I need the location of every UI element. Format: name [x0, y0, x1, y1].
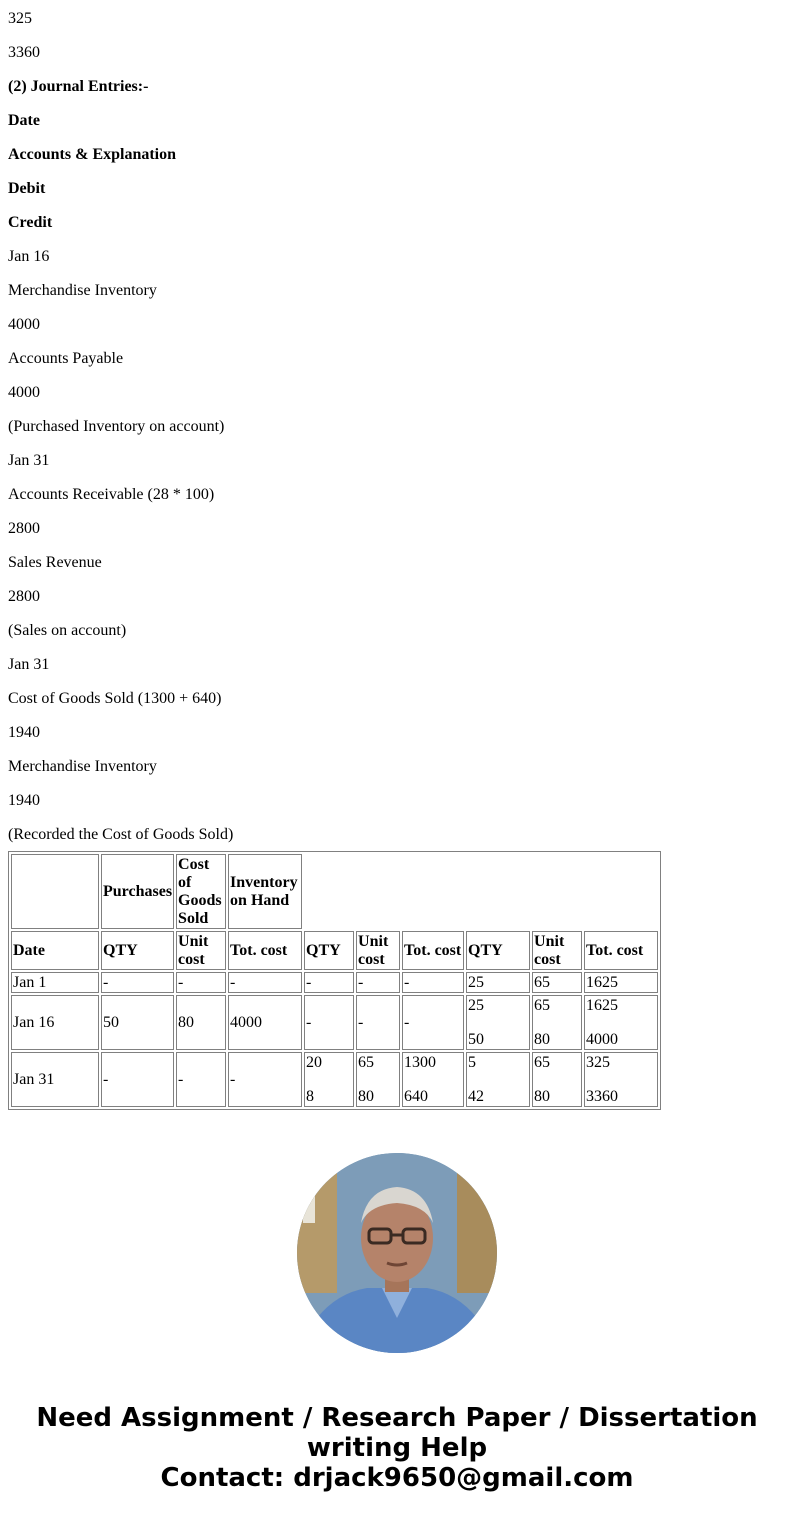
cell-value: 3360 — [586, 1088, 619, 1105]
cell-date: Jan 31 — [11, 1052, 99, 1107]
cell-c-unit — [356, 1052, 400, 1107]
journal-line: (Sales on account) — [8, 622, 127, 639]
cell-value: 65 — [358, 1054, 375, 1071]
cell-value: 65 — [534, 997, 551, 1014]
cell-date: Jan 1 — [11, 972, 99, 993]
header-i-tot: Tot. cost — [584, 931, 658, 970]
group-cogs: Cost of Goods Sold — [176, 854, 226, 929]
journal-col-credit: Credit — [8, 214, 53, 231]
cell-i-unit — [532, 995, 582, 1050]
journal-line: 4000 — [8, 384, 40, 401]
cell-value: 20 — [306, 1054, 323, 1071]
cell-p-tot: - — [228, 972, 302, 993]
journal-line: 1940 — [8, 792, 40, 809]
promo-line-2: writing Help — [306, 1433, 488, 1463]
journal-col-accounts: Accounts & Explanation — [8, 146, 177, 163]
table-corner-cell — [11, 854, 99, 929]
inventory-table — [8, 851, 661, 1110]
cell-c-tot — [402, 1052, 464, 1107]
cell-value: 25 — [468, 997, 485, 1014]
header-i-unit: Unit cost — [532, 931, 582, 970]
group-inventory: Inventory on Hand — [228, 854, 302, 929]
cell-value: 640 — [404, 1088, 429, 1105]
journal-line: Jan 31 — [8, 656, 50, 673]
header-p-unit: Unit cost — [176, 931, 226, 970]
cell-i-unit — [532, 1052, 582, 1107]
cell-value: 5 — [468, 1054, 477, 1071]
cell-value: 1625 — [586, 997, 619, 1014]
cell-value: 8 — [306, 1088, 315, 1105]
journal-line: Accounts Receivable (28 * 100) — [8, 486, 215, 503]
cell-p-tot: 4000 — [228, 995, 302, 1050]
journal-col-date: Date — [8, 112, 40, 129]
cell-i-qty — [466, 995, 530, 1050]
cell-value: 80 — [534, 1031, 551, 1048]
cell-c-tot: - — [402, 995, 464, 1050]
cell-date: Jan 16 — [11, 995, 99, 1050]
cell-value: 50 — [468, 1031, 485, 1048]
promo-line-1: Need Assignment / Research Paper / Dissertation — [36, 1403, 758, 1433]
header-c-tot: Tot. cost — [402, 931, 464, 970]
cell-p-unit: - — [176, 1052, 226, 1107]
cell-c-qty: - — [304, 972, 354, 993]
journal-line: 1940 — [8, 724, 40, 741]
journal-line: Merchandise Inventory — [8, 282, 157, 299]
cell-value: 1300 — [404, 1054, 437, 1071]
header-p-tot: Tot. cost — [228, 931, 302, 970]
lead-value-2: 3360 — [8, 44, 40, 61]
table-header-row — [11, 931, 658, 970]
cell-i-unit: 65 — [532, 972, 582, 993]
header-p-qty: QTY — [101, 931, 174, 970]
header-c-qty: QTY — [304, 931, 354, 970]
table-row — [11, 1052, 658, 1107]
cell-p-unit: 80 — [176, 995, 226, 1050]
cell-p-qty: 50 — [101, 995, 174, 1050]
journal-line: Merchandise Inventory — [8, 758, 157, 775]
cell-i-qty: 25 — [466, 972, 530, 993]
journal-heading: (2) Journal Entries:- — [8, 78, 149, 95]
lead-value-1: 325 — [8, 10, 32, 27]
promo-contact[interactable]: Contact: drjack9650@gmail.com — [160, 1463, 634, 1493]
cell-c-qty — [304, 1052, 354, 1107]
cell-value: 80 — [534, 1088, 551, 1105]
journal-col-debit: Debit — [8, 180, 46, 197]
table-row — [11, 972, 658, 993]
person-portrait-icon — [297, 1153, 497, 1353]
cell-p-qty: - — [101, 972, 174, 993]
journal-line: (Recorded the Cost of Goods Sold) — [8, 826, 234, 843]
cell-value: 4000 — [586, 1031, 619, 1048]
cell-c-qty: - — [304, 995, 354, 1050]
cell-value: 80 — [358, 1088, 375, 1105]
cell-i-tot: 1625 — [584, 972, 658, 993]
cell-value: 325 — [586, 1054, 611, 1071]
journal-line: 4000 — [8, 316, 40, 333]
cell-value: 65 — [534, 1054, 551, 1071]
journal-line: 2800 — [8, 520, 40, 537]
cell-p-tot: - — [228, 1052, 302, 1107]
table-group-row — [11, 854, 658, 929]
cell-p-qty: - — [101, 1052, 174, 1107]
header-date: Date — [11, 931, 99, 970]
cell-i-tot — [584, 995, 658, 1050]
table-blank-cell — [304, 854, 658, 929]
group-purchases: Purchases — [101, 854, 174, 929]
cell-value: 42 — [468, 1088, 485, 1105]
cell-p-unit: - — [176, 972, 226, 993]
avatar — [297, 1153, 497, 1353]
journal-line: Jan 16 — [8, 248, 50, 265]
cell-i-qty — [466, 1052, 530, 1107]
journal-line: Sales Revenue — [8, 554, 102, 571]
journal-line: Jan 31 — [8, 452, 50, 469]
journal-line: Accounts Payable — [8, 350, 124, 367]
journal-line: Cost of Goods Sold (1300 + 640) — [8, 690, 222, 707]
cell-i-tot — [584, 1052, 658, 1107]
table-row — [11, 995, 658, 1050]
journal-line: 2800 — [8, 588, 40, 605]
journal-line: (Purchased Inventory on account) — [8, 418, 225, 435]
author-photo — [297, 1153, 497, 1353]
cell-c-unit: - — [356, 972, 400, 993]
promo-footer — [0, 1403, 794, 1493]
header-i-qty: QTY — [466, 931, 530, 970]
header-c-unit: Unit cost — [356, 931, 400, 970]
cell-c-unit: - — [356, 995, 400, 1050]
cell-c-tot: - — [402, 972, 464, 993]
